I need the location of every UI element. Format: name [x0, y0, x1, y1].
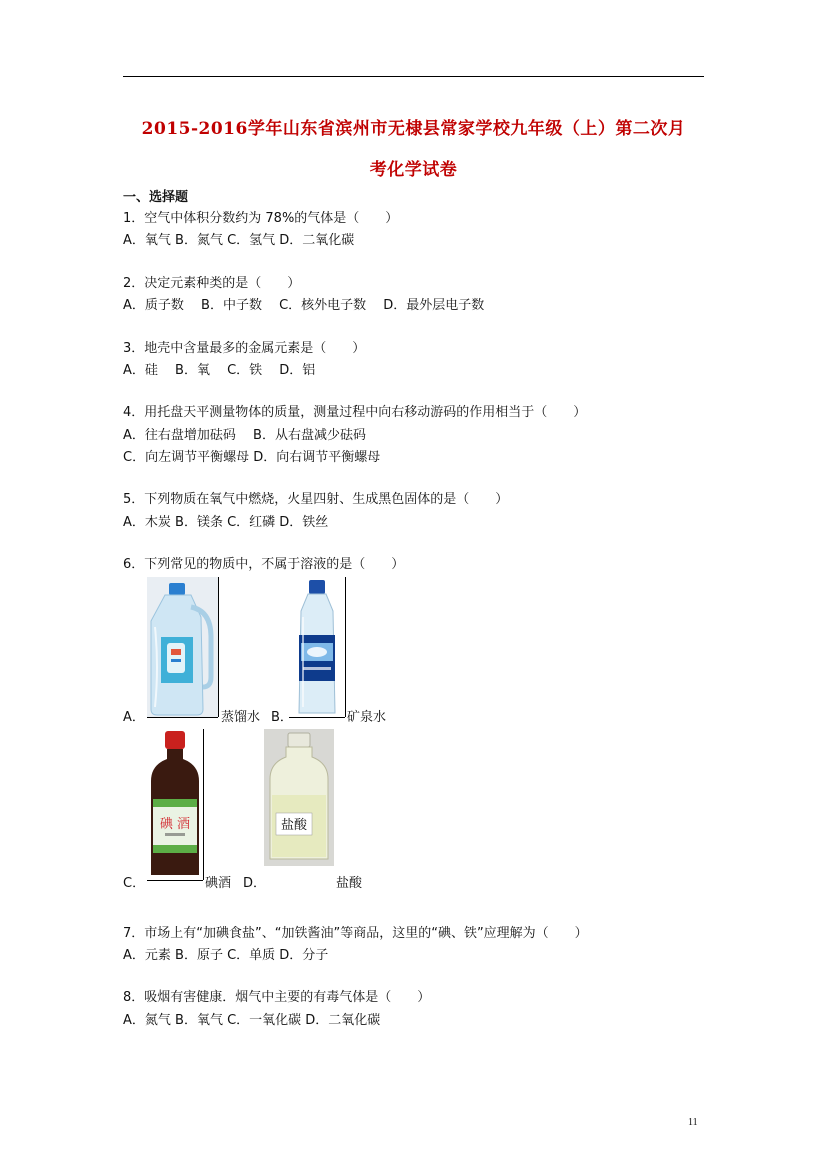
choice-c-label: 碘酒 — [205, 876, 232, 891]
page-title-line-1: 2015-2016学年山东省滨州市无棣县常家学校九年级（上）第二次月 — [141, 119, 686, 139]
question-2-stem: 2．决定元素种类的是（ ） — [123, 276, 301, 291]
question-1-stem: 1．空气中体积分数约为 78%的气体是（ ） — [123, 211, 399, 226]
choice-d-label: 盐酸 — [336, 876, 363, 891]
question-5-options: A．木炭 B．镁条 C．红磷 D．铁丝 — [123, 515, 329, 530]
iodine-tincture-image — [147, 729, 203, 880]
question-1-options: A．氧气 B．氮气 C．氢气 D．二氧化碳 — [123, 233, 355, 248]
page-number: 11 — [688, 1117, 698, 1128]
svg-text:碘 酒: 碘 酒 — [159, 817, 191, 832]
page-title-line-2: 考化学试卷 — [369, 160, 458, 180]
question-3-options: A．硅 B．氧 C．铁 D．铝 — [123, 363, 316, 378]
image-a-baseline — [147, 717, 218, 718]
choice-a-letter: A． — [123, 710, 145, 725]
header-rule — [123, 76, 704, 77]
choice-b-letter: B． — [271, 710, 293, 725]
question-2-options: A．质子数 B．中子数 C．核外电子数 D．最外层电子数 — [123, 298, 485, 313]
question-4-stem: 4．用托盘天平测量物体的质量，测量过程中向右移动游码的作用相当于（ ） — [123, 405, 587, 420]
mineral-water-image — [289, 577, 345, 717]
question-4-options: A．往右盘增加砝码 B．从右盘减少砝码 — [123, 428, 366, 443]
question-8-options: A．氮气 B．氧气 C．一氧化碳 D．二氧化碳 — [123, 1013, 381, 1028]
choice-d-letter: D． — [243, 876, 267, 891]
svg-text:盐酸: 盐酸 — [280, 818, 308, 833]
image-b-baseline — [289, 717, 345, 718]
choice-b-label: 矿泉水 — [347, 710, 387, 725]
hydrochloric-acid-image — [264, 729, 334, 866]
question-4-options-2: C．向左调节平衡螺母 D．向右调节平衡螺母 — [123, 450, 381, 465]
choice-c-letter: C． — [123, 876, 146, 891]
distilled-water-image — [147, 577, 218, 717]
section-heading: 一、选择题 — [123, 190, 189, 205]
question-7-options: A．元素 B．原子 C．单质 D．分子 — [123, 948, 329, 963]
question-7-stem: 7．市场上有“加碘食盐”、“加铁酱油”等商品，这里的“碘、铁”应理解为（ ） — [123, 926, 588, 941]
question-6-stem: 6．下列常见的物质中，不属于溶液的是（ ） — [123, 557, 405, 572]
question-3-stem: 3．地壳中含量最多的金属元素是（ ） — [123, 341, 366, 356]
choice-a-label: 蒸馏水 — [221, 710, 261, 725]
image-b-side — [345, 577, 346, 717]
image-a-side — [218, 577, 219, 717]
image-c-baseline — [147, 880, 203, 881]
image-c-side — [203, 729, 204, 880]
question-8-stem: 8．吸烟有害健康．烟气中主要的有毒气体是（ ） — [123, 990, 431, 1005]
question-5-stem: 5．下列物质在氧气中燃烧，火星四射、生成黑色固体的是（ ） — [123, 492, 509, 507]
